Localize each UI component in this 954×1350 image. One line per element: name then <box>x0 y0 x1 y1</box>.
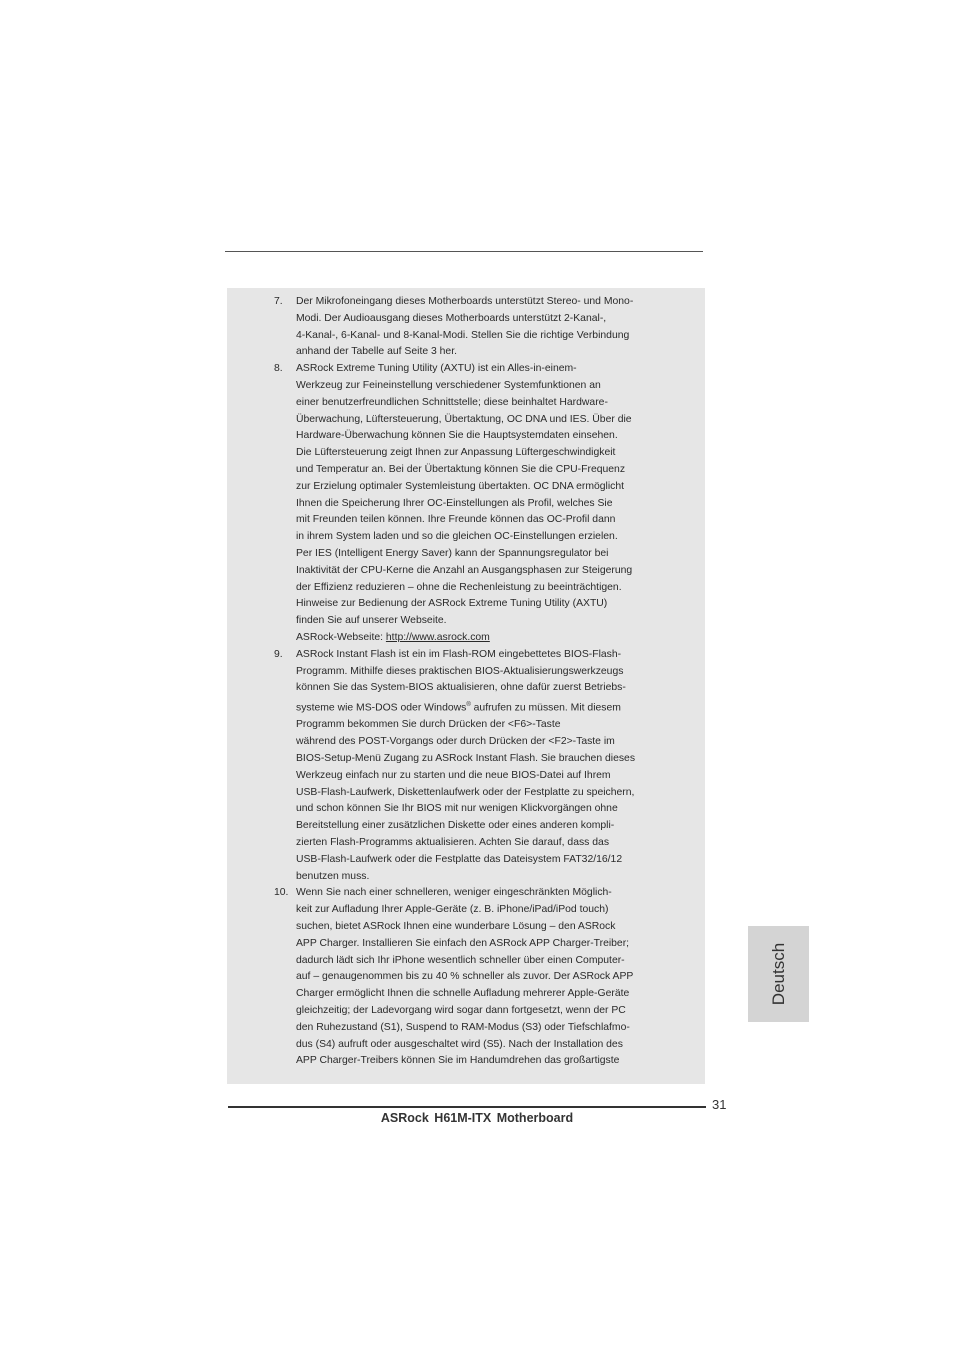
text-line: Hardware-Überwachung können Sie die Hauptsystemdaten einsehen. <box>296 430 618 442</box>
website-line <box>296 630 705 647</box>
text-line: den Ruhezustand (S1), Suspend to RAM-Modus (S3) oder Tiefschlafmo- <box>296 1021 630 1033</box>
text-line: mit Freunden teilen können. Ihre Freunde können das OC-Profil dann <box>296 514 616 526</box>
text-line: Wenn Sie nach einer schnelleren, weniger eingeschränkten Möglich- <box>296 887 612 899</box>
text-line: während des POST-Vorgangs oder durch Drücken der <F2>-Taste im <box>296 736 615 748</box>
text-line: Programm bekommen Sie durch Drücken der <F6>-Taste <box>296 719 561 731</box>
text-line: dadurch lädt sich Ihr iPhone wesentlich schneller über einen Computer- <box>296 954 625 966</box>
language-label: Deutsch <box>768 942 788 1006</box>
text-line: einer benutzerfreundlichen Schnittstelle; diese beinhaltet Hardware- <box>296 396 608 408</box>
list-item-10 <box>227 885 705 1070</box>
language-tab <box>748 926 809 1022</box>
text-line: zierten Flash-Programms aktualisieren. Achten Sie darauf, dass das <box>296 836 610 848</box>
item-number: 7. <box>274 296 283 307</box>
text-line: Der Mikrofoneingang dieses Motherboards unterstützt Stereo- und Mono- <box>296 296 634 307</box>
text-line: auf – genaugenommen bis zu 40 % schneller als zuvor. Der ASRock APP <box>296 971 634 983</box>
text-line: zur Erzielung optimaler Systemleistung übertakten. OC DNA ermöglicht <box>296 480 625 492</box>
text-line: Hinweise zur Bedienung der ASRock Extreme Tuning Utility (AXTU) <box>296 598 608 610</box>
text-line: anhand der Tabelle auf Seite 3 her. <box>296 346 457 358</box>
numbered-list <box>227 294 705 1070</box>
text-line: Inaktivität der CPU-Kerne die Anzahl an Ausgangsphasen zur Steigerung <box>296 564 633 576</box>
text-line: keit zur Aufladung Ihrer Apple-Geräte (z. B. iPhone/iPad/iPod touch) <box>296 904 609 916</box>
text-line: Charger ermöglicht Ihnen die schnelle Aufladung mehrerer Apple-Geräte <box>296 988 630 1000</box>
text-line: Werkzeug einfach nur zu starten und die neue BIOS-Datei auf Ihrem <box>296 769 611 781</box>
text-line: Überwachung, Lüftersteuerung, Übertaktung, OC DNA und IES. Über die <box>296 413 632 425</box>
text-line: finden Sie auf unserer Webseite. <box>296 615 447 627</box>
list-item-9 <box>227 647 705 886</box>
text-line: Bereitstellung einer zusätzlichen Diskette oder eines anderen kompli- <box>296 820 615 832</box>
text-line: Per IES (Intelligent Energy Saver) kann der Spannungsregulator bei <box>296 547 609 559</box>
windows-line <box>296 697 705 717</box>
text-line: ASRock Extreme Tuning Utility (AXTU) ist ein Alles-in-einem- <box>296 363 577 375</box>
text-line: Ihnen die Speicherung Ihrer OC-Einstellungen als Profil, welches Sie <box>296 497 613 509</box>
text-line: Werkzeug zur Feineinstellung verschiedener Systemfunktionen an <box>296 379 601 391</box>
text-line: Programm. Mithilfe dieses praktischen BIOS-Aktualisierungswerkzeugs <box>296 665 624 677</box>
text-line: USB-Flash-Laufwerk, Diskettenlaufwerk oder der Festplatte zu speichern, <box>296 786 635 798</box>
page-number: 31 <box>712 1097 727 1112</box>
item-number: 9. <box>274 648 283 660</box>
text-line: Modi. Der Audioausgang dieses Motherboards unterstützt 2-Kanal-, <box>296 312 607 324</box>
registered-mark: ® <box>466 702 471 709</box>
content-panel <box>227 288 705 1084</box>
text-line: APP Charger. Installieren Sie einfach den ASRock APP Charger-Treiber; <box>296 937 630 949</box>
header-rule <box>225 251 703 252</box>
text-line: dus (S4) aufruft oder ausgeschaltet wird (S5). Nach der Installation des <box>296 1038 623 1050</box>
windows-text-before: systeme wie MS-DOS oder Windows <box>296 702 467 714</box>
text-line: und schon können Sie Ihr BIOS mit nur wenigen Klickvorgängen ohne <box>296 803 618 815</box>
text-line: ASRock Instant Flash ist ein im Flash-ROM eingebettetes BIOS-Flash- <box>296 648 622 660</box>
item-number: 10. <box>274 887 289 899</box>
text-line: der Effizienz reduzieren – ohne die Rechenleistung zu beeinträchtigen. <box>296 581 622 593</box>
text-line: USB-Flash-Laufwerk oder die Festplatte das Dateisystem FAT32/16/12 <box>296 853 623 865</box>
text-line: benutzen muss. <box>296 870 370 882</box>
text-line: können Sie das System-BIOS aktualisieren, ohne dafür zuerst Betriebs- <box>296 682 626 694</box>
text-line: APP Charger-Treibers können Sie im Handumdrehen das großartigste <box>296 1055 620 1067</box>
text-line: gleichzeitig; der Ladevorgang wird sogar dann fortgesetzt, wenn der PC <box>296 1004 626 1016</box>
item-number: 8. <box>274 363 283 375</box>
text-line: suchen, bietet ASRock Ihnen eine wunderbare Lösung – den ASRock <box>296 920 616 932</box>
text-line: BIOS-Setup-Menü Zugang zu ASRock Instant Flash. Sie brauchen dieses <box>296 752 636 764</box>
text-line: 4-Kanal-, 6-Kanal- und 8-Kanal-Modi. Stellen Sie die richtige Verbindung <box>296 329 630 341</box>
website-label: ASRock-Webseite: <box>296 631 386 643</box>
text-line: in ihrem System laden und so die gleichen OC-Einstellungen erzielen. <box>296 531 618 543</box>
website-link[interactable]: http://www.asrock.com <box>385 631 490 643</box>
footer-rule <box>228 1106 706 1108</box>
text-line: Die Lüftersteuerung zeigt Ihnen zur Anpassung Lüftergeschwindigkeit <box>296 447 616 459</box>
windows-text-after: aufrufen zu müssen. Mit diesem <box>470 702 621 714</box>
footer-title: ASRock H61M-ITX Motherboard <box>380 1111 574 1125</box>
list-item-7 <box>227 294 705 361</box>
text-line: und Temperatur an. Bei der Übertaktung können Sie die CPU-Frequenz <box>296 463 626 475</box>
list-item-8 <box>227 361 705 647</box>
